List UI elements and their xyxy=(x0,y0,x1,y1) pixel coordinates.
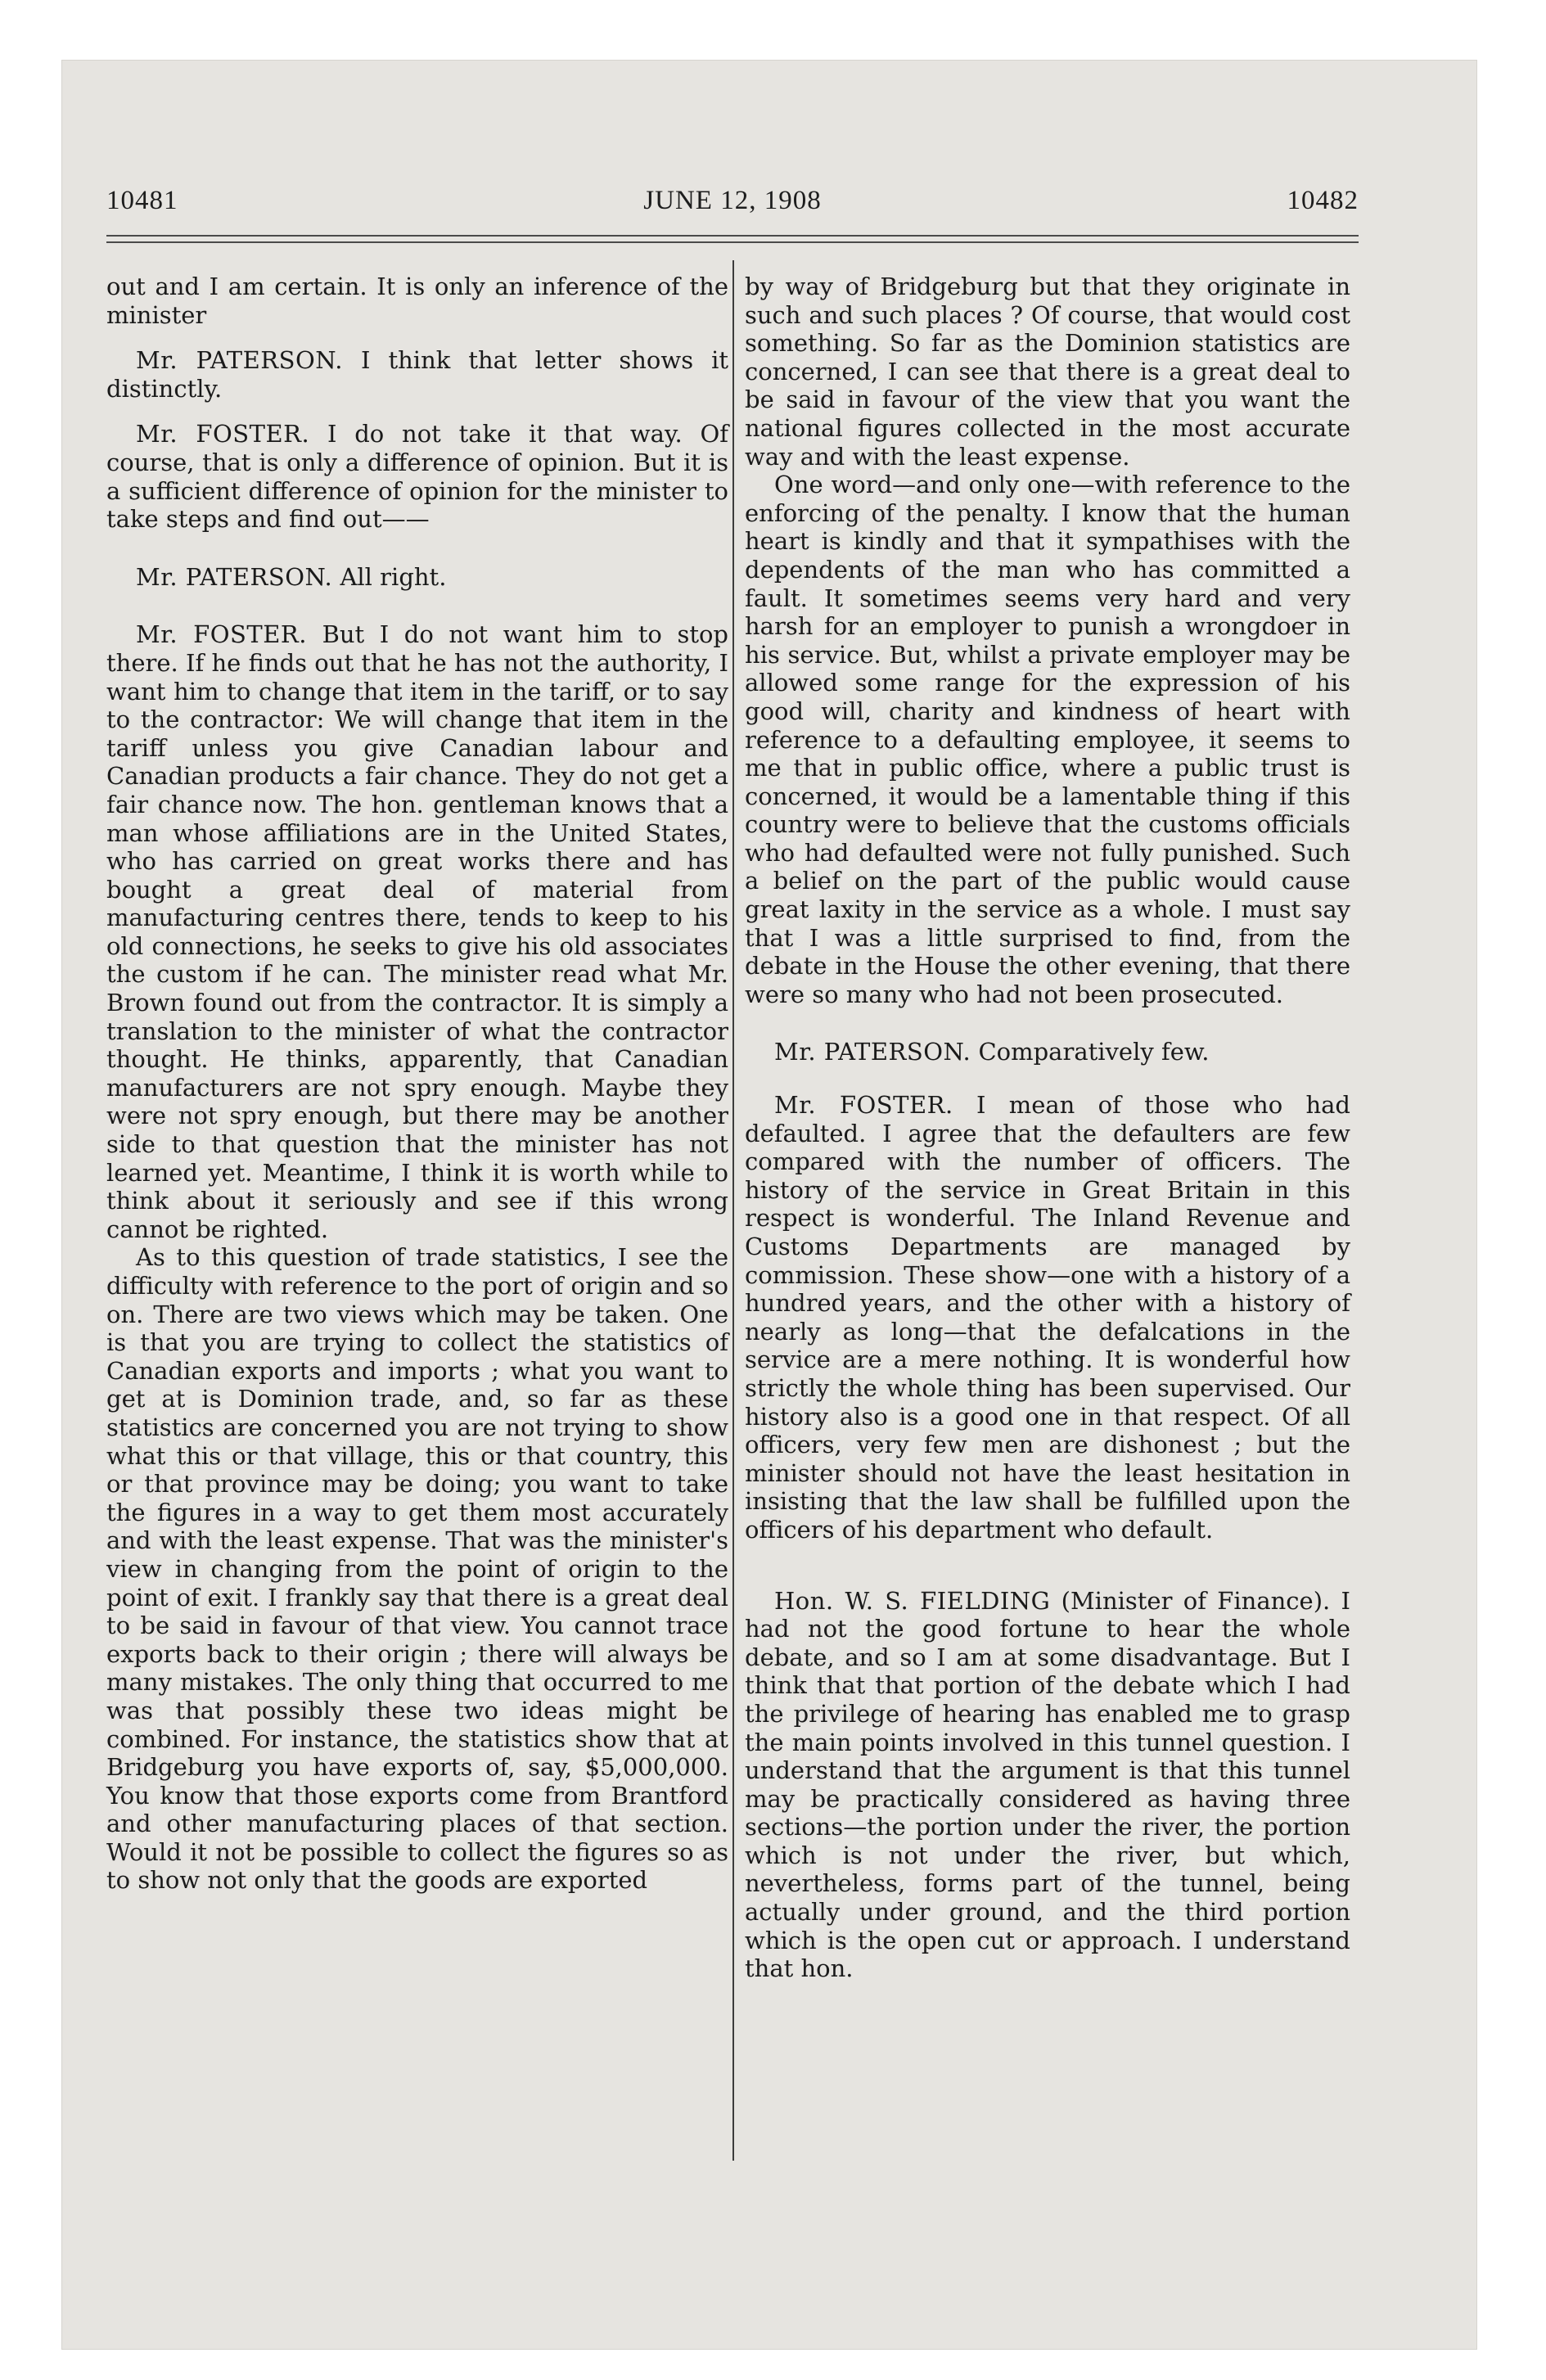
speaker-name: Mr. PATERSON. xyxy=(774,1038,971,1066)
paragraph-text: As to this question of trade statistics, I see the difficulty with reference to the port of origin and so on. There are two views which may be taken. One is that you are trying to collect the statistics of Canadian exports and imports ; what you want to get at is Dominion trade, and, so far as these statistics are concerned you are not trying to show what this or that village, this or that country, this or that province may be doing; you want to take the figures in a way to get them most accurately and with the least expense. That was the minister's view in changing from the point of origin to the point of exit. I frankly say that there is a great deal to be said in favour of that view. You cannot trace exports back to their origin ; there will always be many mistakes. The only thing that occurred to me was that possibly these two ideas might be combined. For instance, the statistics show that at Bridgeburg you have exports of, say, $5,000,000. You know that those exports come from Brantford and other manufacturing places of that section. Would it not be possible to collect the figures so as to show not only that the goods are exported xyxy=(106,1243,728,1895)
left-column xyxy=(106,273,728,1895)
right-column xyxy=(745,273,1350,1983)
paragraph-text: All right. xyxy=(340,562,447,591)
speaker-name: Mr. FOSTER. xyxy=(136,620,307,649)
page-header xyxy=(106,176,1359,225)
paragraph xyxy=(106,273,728,329)
speaker-name: Mr. PATERSON. xyxy=(136,346,344,375)
paragraph-text: But I do not want him to stop there. If he finds out that he has not the authority, I want him to change that item in the tariff, or to say to the contractor: We will change that item in the tariff unless you give Canadian labour and Canadian products a fair chance. They do not get a fair chance now. The hon. gentleman knows that a man whose affiliations are in the United States, who has carried on great works there and has bought a great deal of material from manufacturing centres there, tends to keep to his old connections, he seeks to give his old associates the custom if he can. The minister read what Mr. Brown found out from the contractor. It is simply a translation to the minister of what the contractor thought. He thinks, apparently, that Canadian manufacturers are not spry enough. Maybe they were not spry enough, but there may be another side to that question that the minister has not learned yet. Meantime, I think it is worth while to think about it seriously and see if this wrong cannot be righted. xyxy=(106,620,728,1243)
paragraph-text: I think that letter shows it distinctly. xyxy=(106,346,729,403)
paragraph-text: I do not take it that way. Of course, that is only a difference of opinion. But it is a sufficient difference of opinion for the minister to take steps and find out—— xyxy=(106,420,728,534)
speaker-name: Hon. W. S. FIELDING xyxy=(774,1586,1051,1615)
speaker-name: Mr. FOSTER. xyxy=(774,1091,953,1120)
paragraph xyxy=(745,1587,1350,1983)
paragraph xyxy=(106,420,728,533)
left-page-number: 10481 xyxy=(106,185,178,215)
paragraph xyxy=(106,563,728,592)
paragraph xyxy=(745,1038,1350,1066)
paragraph xyxy=(745,471,1350,1008)
paragraph-text: out and I am certain. It is only an inference of the minister xyxy=(106,273,728,329)
paragraph xyxy=(745,1091,1350,1544)
paragraph-text: by way of Bridgeburg but that they originate in such and such places ? Of course, that would cost something. So far as the Dominion statistics are concerned, I can see that there is a great deal to be said in favour of the view that you want the national figures collected in the most accurate way and with the least expense. xyxy=(745,273,1350,471)
paragraph-text: I mean of those who had defaulted. I agree that the defaulters are few compared with the number of officers. The history of the service in Great Britain in this respect is wonderful. The Inland Revenue and Customs Departments are managed by commission. These show—one with a history of a hundred years, and the other with a history of nearly as long—that the defalcations in the service are a mere nothing. It is wonderful how strictly the whole thing has been supervised. Our history also is a good one in that respect. Of all officers, very few men are dishonest ; but the minister should not have the least hesitation in insisting that the law shall be fulfilled upon the officers of his department who default. xyxy=(745,1091,1350,1544)
paragraph-text: One word—and only one—with reference to the enforcing of the penalty. I know that the human heart is kindly and that it sympathises with the dependents of the man who has committed a fault. It sometimes seems very hard and very harsh for an employer to punish a wrongdoer in his service. But, whilst a private employer may be allowed some range for the expression of his good will, charity and kindness of heart with reference to a defaulting employee, it seems to me that in public office, where a public trust is concerned, it would be a lamentable thing if this country were to believe that the customs officials who had defaulted were not fully punished. Such a belief on the part of the public would cause great laxity in the service as a whole. I must say that I was a little surprised to find, from the debate in the House the other evening, that there were so many who had not been prosecuted. xyxy=(745,471,1350,1008)
paragraph xyxy=(745,273,1350,471)
paragraph xyxy=(106,1243,728,1895)
paragraph-text: Comparatively few. xyxy=(978,1038,1210,1066)
right-page-number: 10482 xyxy=(1287,185,1359,215)
paragraph-text: (Minister of Finance). I had not the good fortune to hear the whole debate, and so I am at some disadvantage. But I think that that portion of the debate which I had the privilege of hearing has enabled me to grasp the main points involved in this tunnel question. I understand that the argument is that this tunnel may be practically considered as having three sections—the portion under the river, the portion which is not under the river, but which, nevertheless, forms part of the tunnel, being actually under ground, and the third portion which is the open cut or approach. I understand that hon. xyxy=(745,1586,1351,1983)
header-rule-top xyxy=(106,235,1359,237)
column-divider xyxy=(732,260,734,2161)
paragraph xyxy=(106,620,728,1243)
speaker-name: Mr. PATERSON. xyxy=(136,562,333,591)
header-rule-bottom xyxy=(106,241,1359,243)
speaker-name: Mr. FOSTER. xyxy=(136,420,310,449)
header-date: JUNE 12, 1908 xyxy=(643,185,822,215)
paragraph xyxy=(106,346,728,403)
